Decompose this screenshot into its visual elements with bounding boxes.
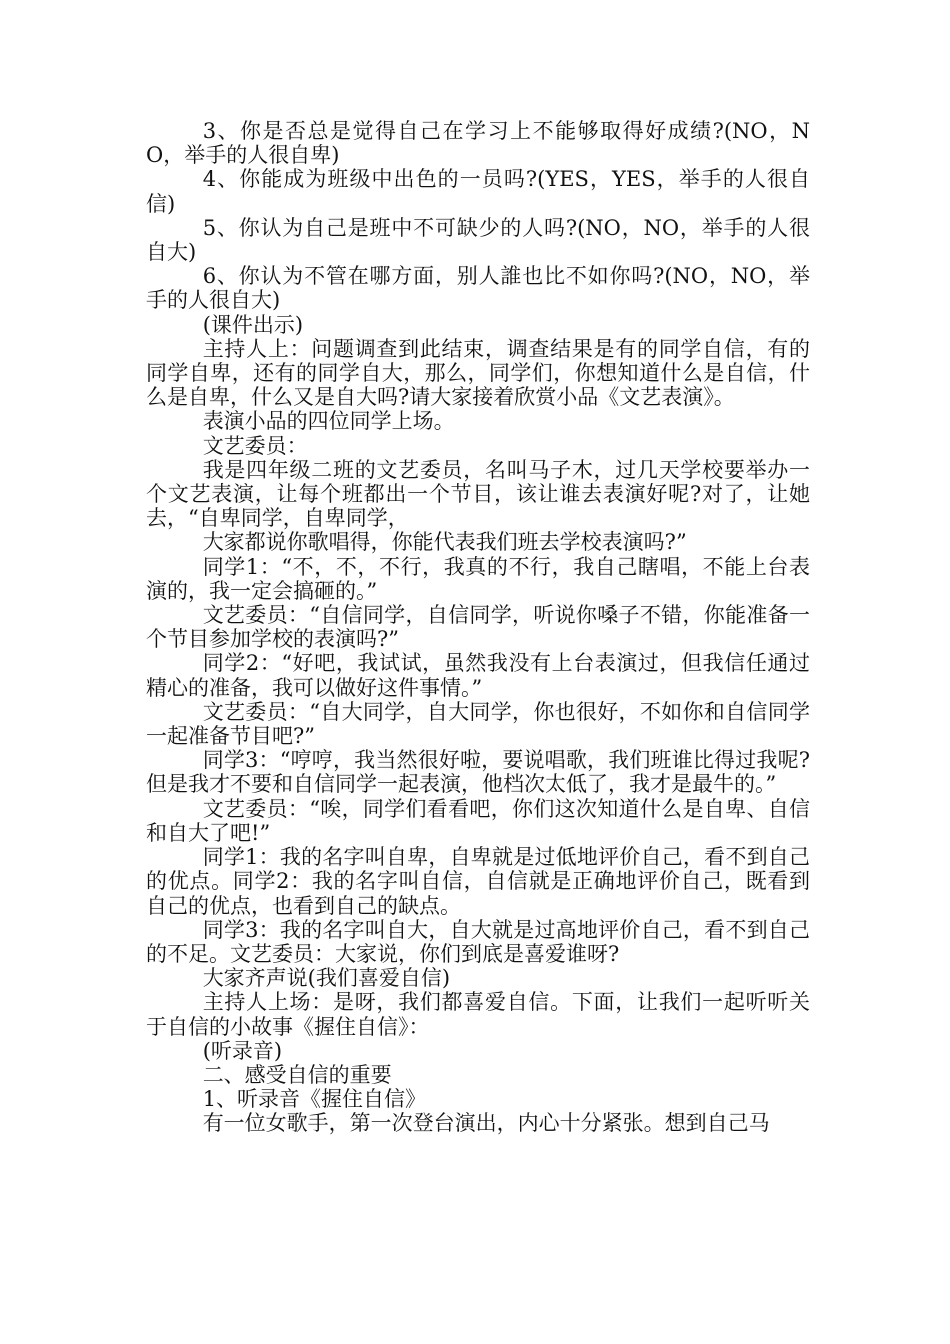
section-heading-2: 二、感受自信的重要 bbox=[202, 1062, 392, 1087]
paragraph-q4: 4、你能成为班级中出色的一员吗?(YES，YES，举手的人很自信) bbox=[146, 167, 810, 216]
paragraph-q3: 3、你是否总是觉得自己在学习上不能够取得好成绩?(NO，NO，举手的人很自卑) bbox=[146, 119, 810, 168]
paragraph-committee-summary: 文艺委员：“唉，同学们看看吧，你们这次知道什么是自卑、自信和自大了吧!” bbox=[146, 796, 810, 845]
paragraph-slide-note: (课件出示) bbox=[202, 312, 304, 337]
paragraph-student3-reply: 同学3：“哼哼，我当然很好啦，要说唱歌，我们班谁比得过我呢?但是我才不要和自信同学一起表演，他档次太低了，我才是最牛的。” bbox=[146, 748, 810, 797]
paragraph-committee-ask3: 文艺委员：“自大同学，自大同学，你也很好，不如你和自信同学一起准备节目吧?” bbox=[146, 699, 810, 749]
paragraph-committee-label: 文艺委员： bbox=[202, 433, 308, 458]
paragraph-host-story: 主持人上场：是呀，我们都喜爱自信。下面，让我们一起听听关于自信的小故事《握住自信》： bbox=[146, 990, 810, 1039]
paragraph-q5: 5、你认为自己是班中不可缺少的人吗?(NO，NO，举手的人很自大) bbox=[146, 215, 810, 265]
paragraph-student1-reply: 同学1：“不，不，不行，我真的不行，我自己瞎唱，不能上台表演的，我一定会搞砸的。” bbox=[146, 554, 810, 603]
document-body bbox=[146, 119, 810, 1136]
paragraph-committee-intro: 我是四年级二班的文艺委员，名叫马子木，过几天学校要举办一个文艺表演，让每个班都出一个节目，该让谁去表演好呢?对了，让她去，“自卑同学，自卑同学， bbox=[146, 457, 810, 531]
paragraph-story-start: 有一位女歌手，第一次登台演出，内心十分紧张。想到自己马 bbox=[202, 1111, 770, 1136]
paragraph-student3-explain: 同学3：我的名字叫自大，自大就是过高地评价自己，看不到自己的不足。文艺委员：大家说，你们到底是喜爱谁呀? bbox=[146, 917, 810, 966]
paragraph-listen: (听录音) bbox=[202, 1038, 283, 1063]
paragraph-all-say: 大家齐声说(我们喜爱自信) bbox=[202, 966, 451, 991]
paragraph-skit-enter: 表演小品的四位同学上场。 bbox=[202, 409, 455, 434]
paragraph-host-survey: 主持人上：问题调查到此结束，调查结果是有的同学自信，有的同学自卑，还有的同学自大，那么，同学们，你想知道什么是自信，什么是自卑，什么又是自大吗?请大家接着欣赏小品《文艺表演》。 bbox=[146, 336, 810, 410]
paragraph-q6: 6、你认为不管在哪方面，别人誰也比不如你吗?(NO，NO，举手的人很自大) bbox=[146, 264, 810, 313]
paragraph-committee-ask2: 文艺委员：“自信同学，自信同学，听说你嗓子不错，你能准备一个节目参加学校的表演吗?” bbox=[146, 603, 810, 652]
paragraph-student2-reply: 同学2：“好吧，我试试，虽然我没有上台表演过，但我信任通过精心的准备，我可以做好这件事情。” bbox=[146, 651, 810, 700]
paragraph-committee-ask: 大家都说你歌唱得，你能代表我们班去学校表演吗?” bbox=[202, 530, 687, 555]
subsection-heading-1: 1、听录音《握住自信》 bbox=[202, 1087, 427, 1112]
paragraph-student12-explain: 同学1：我的名字叫自卑，自卑就是过低地评价自己，看不到自己的优点。同学2：我的名字叫自信，自信就是正确地评价自己，既看到自己的优点，也看到自己的缺点。 bbox=[146, 845, 810, 918]
